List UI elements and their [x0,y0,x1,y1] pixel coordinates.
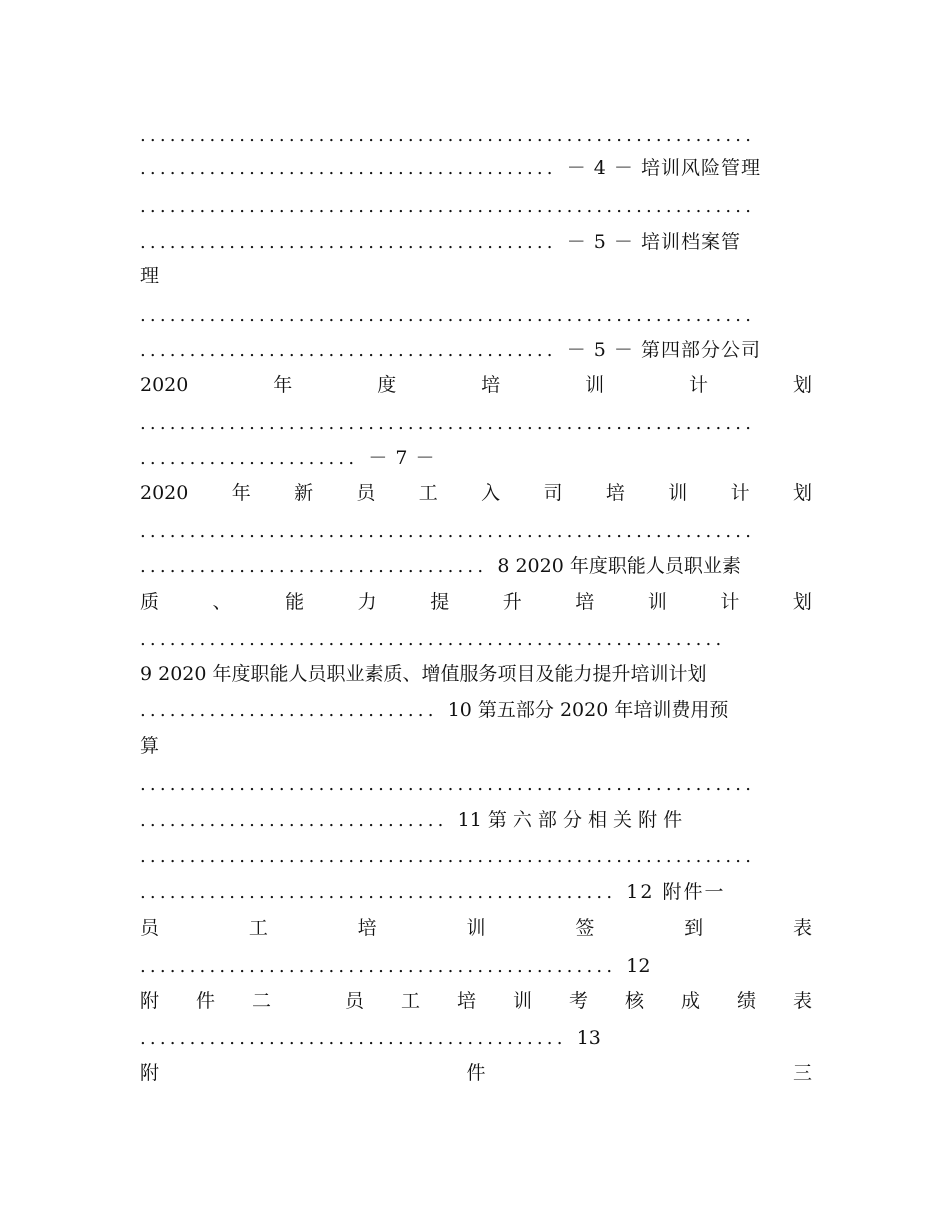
toc-entry-text: 12 附件一 [626,881,726,903]
toc-entry [140,228,812,256]
toc-word: 培 [481,374,501,396]
toc-word: 力 [357,591,377,613]
toc-entry-justified [140,914,812,942]
toc-leader-dots: .............................................................. [140,521,756,542]
toc-entry-text: 11 第 六 部 分 相 关 附 件 [457,809,683,831]
toc-word: 训 [466,917,486,939]
toc-word: 司 [543,482,563,504]
toc-word: 二 [252,990,272,1012]
toc-entry-text: 12 [626,955,651,977]
toc-leader-dots: .............................................................. [140,413,756,434]
toc-word: 件 [466,1062,486,1084]
toc-word: 划 [792,374,812,396]
toc-leader-dots: .............................................................. [140,846,756,867]
toc-word: 培 [605,482,625,504]
toc-word: 培 [357,917,377,939]
toc-entry-text: 13 [576,1027,601,1049]
toc-word: 计 [689,374,709,396]
toc-entry [140,154,812,182]
toc-leader-dots: .............................................................. [140,774,756,795]
toc-word: 到 [684,917,704,939]
toc-entry [140,806,812,834]
toc-word: 员 [344,990,364,1012]
toc-word: 质 [140,591,160,613]
toc-leader-dots: ........................................................... [140,629,726,650]
toc-word: 划 [792,482,812,504]
toc-word: 表 [792,917,812,939]
toc-leader-dots: .............................................................. [140,196,756,217]
toc-word: 划 [792,591,812,613]
toc-leader-dots: .......................................... [140,158,557,179]
toc-word: 提 [430,591,450,613]
toc-word: 新 [294,482,314,504]
toc-leader-dots: .............................................................. [140,305,756,326]
toc-leader-dots: ................................................ [140,956,617,977]
toc-word: 员 [356,482,376,504]
toc-word: 工 [400,990,420,1012]
toc-word: 件 [196,990,216,1012]
toc-entry-text: 理 [140,265,160,287]
toc-entry [140,1024,812,1052]
toc-word: 计 [730,482,750,504]
toc-leader-dots: .......................................... [140,340,557,361]
toc-entry [140,552,812,580]
toc-word: 2020 [140,482,189,504]
toc-leader-dots: ........................................... [140,1028,567,1049]
toc-leader-dots: .............................................................. [140,125,756,146]
toc-leader-dots: ................................................ [140,882,617,903]
toc-entry-justified [140,1059,812,1087]
toc-entry [140,696,812,724]
toc-word: 附 [140,990,160,1012]
toc-word: 核 [624,990,644,1012]
toc-word: 训 [585,374,605,396]
toc-word: 工 [418,482,438,504]
toc-word: 2020 [140,374,189,396]
toc-word: 计 [720,591,740,613]
toc-word: 升 [502,591,522,613]
toc-entry-text: 9 2020 年度职能人员职业素质、增值服务项目及能力提升培训计划 [140,663,707,685]
toc-entry-text: 10 第五部分 2020 年培训费用预 [447,699,729,721]
toc-entry-justified [140,987,812,1015]
toc-entry [140,878,812,906]
toc-word: 附 [140,1062,160,1084]
toc-word: 年 [231,482,251,504]
toc-word: 训 [512,990,532,1012]
toc-leader-dots: ................................... [140,556,488,577]
toc-word: 培 [575,591,595,613]
toc-word: 三 [792,1062,812,1084]
toc-entry-text: － 5 － 培训档案管 [566,231,741,253]
toc-entry-justified [140,588,812,616]
toc-entry-justified [140,371,812,399]
toc-word: 度 [377,374,397,396]
toc-entry-text: － 5 － 第四部分公司 [566,339,761,361]
toc-leader-dots: .............................. [140,700,438,721]
toc-word: 成 [680,990,700,1012]
toc-word: 工 [248,917,268,939]
toc-entry [140,336,812,364]
toc-entry-justified [140,479,812,507]
toc-leader-dots: ............................... [140,810,448,831]
toc-word: 训 [668,482,688,504]
toc-entry-text: 算 [140,735,160,757]
toc-word: 、 [212,591,232,613]
toc-word: 年 [273,374,293,396]
toc-word: 员 [140,917,160,939]
toc-word: 表 [792,990,812,1012]
toc-word: 考 [568,990,588,1012]
toc-word: 能 [285,591,305,613]
toc-leader-dots: ...................... [140,448,359,469]
toc-entry-text: 8 2020 年度职能人员职业素 [497,555,741,577]
toc-entry [140,444,812,472]
toc-word: 入 [481,482,501,504]
toc-entry-text: － 7 － [368,447,436,469]
toc-leader-dots: .......................................... [140,232,557,253]
toc-entry-text: － 4 － 培训风险管理 [566,157,761,179]
toc-entry [140,952,812,980]
toc-word: 签 [575,917,595,939]
toc-word: 训 [647,591,667,613]
toc-word: 培 [456,990,476,1012]
toc-word: 绩 [736,990,756,1012]
